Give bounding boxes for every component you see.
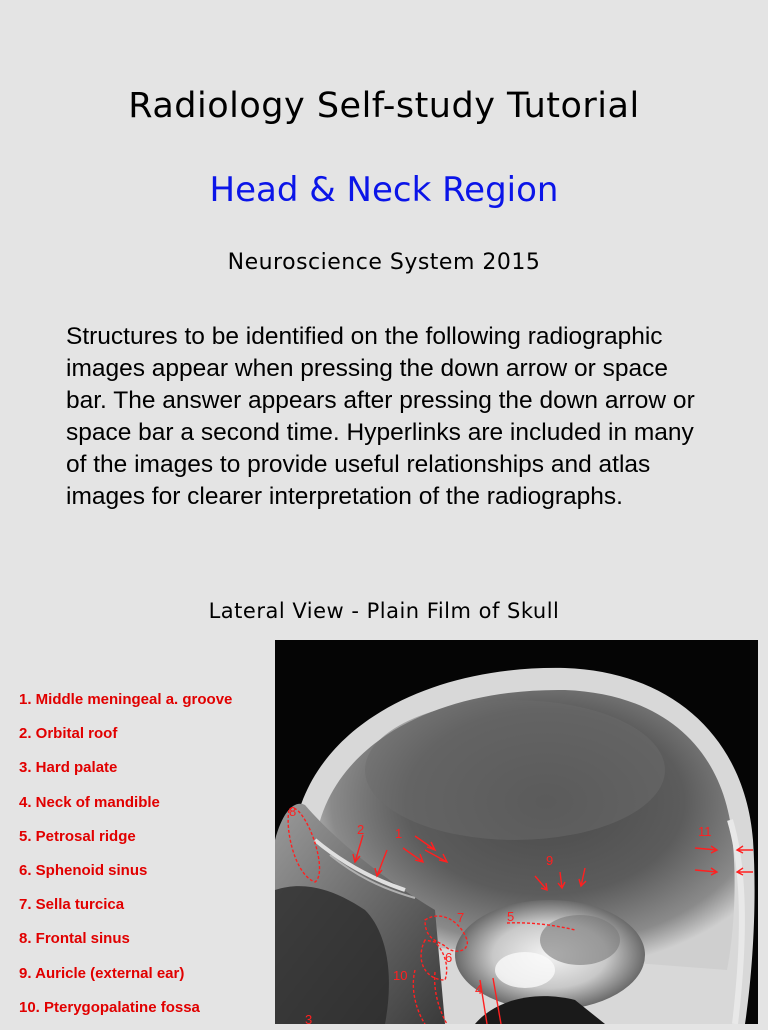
legend-item: 10. Pterygopalatine fossa bbox=[19, 998, 200, 1016]
xray-label-9: 9 bbox=[546, 853, 554, 868]
xray-label-5: 5 bbox=[507, 909, 515, 924]
intro-line: space bar a second time. Hyperlinks are included in many bbox=[66, 419, 694, 446]
legend-item: 8. Frontal sinus bbox=[19, 930, 130, 948]
legend-item: 6. Sphenoid sinus bbox=[19, 861, 148, 879]
intro-line: images for clearer interpretation of the radiographs. bbox=[66, 483, 623, 510]
structure-legend bbox=[19, 688, 232, 1030]
intro-line: of the images to provide useful relationships and atlas bbox=[66, 451, 651, 478]
legend-item: 4. Neck of mandible bbox=[19, 793, 160, 811]
legend-item: 3. Hard palate bbox=[19, 759, 118, 777]
xray-label-4: 4 bbox=[475, 982, 483, 997]
xray-label-6: 6 bbox=[445, 950, 453, 965]
region-subtitle: Head & Neck Region bbox=[209, 170, 559, 210]
legend-item: 7. Sella turcica bbox=[19, 896, 125, 914]
xray-label-1: 1 bbox=[395, 826, 403, 841]
skull-xray-drawing bbox=[275, 640, 758, 1024]
legend-item: 9. Auricle (external ear) bbox=[19, 964, 185, 982]
xray-label-8: 8 bbox=[289, 804, 297, 819]
legend-item: 2. Orbital roof bbox=[19, 725, 118, 743]
xray-label-7: 7 bbox=[457, 910, 465, 925]
xray-label-2: 2 bbox=[357, 822, 365, 837]
intro-paragraph bbox=[66, 321, 746, 513]
intro-line: bar. The answer appears after pressing the down arrow or bbox=[66, 387, 695, 414]
intro-line: Structures to be identified on the following radiographic bbox=[66, 323, 663, 350]
legend-item: 1. Middle meningeal a. groove bbox=[19, 691, 233, 708]
page-title: Radiology Self-study Tutorial bbox=[128, 86, 640, 126]
legend-item: 5. Petrosal ridge bbox=[19, 827, 136, 845]
xray-label-11: 11 bbox=[698, 824, 712, 839]
intro-line: images appear when pressing the down arrow or space bbox=[66, 355, 668, 382]
xray-label-10: 10 bbox=[393, 968, 408, 983]
xray-label-3: 3 bbox=[305, 1012, 313, 1024]
skull-xray-image bbox=[275, 640, 758, 1024]
view-title: Lateral View - Plain Film of Skull bbox=[208, 599, 560, 623]
course-system-label: Neuroscience System 2015 bbox=[227, 250, 541, 275]
